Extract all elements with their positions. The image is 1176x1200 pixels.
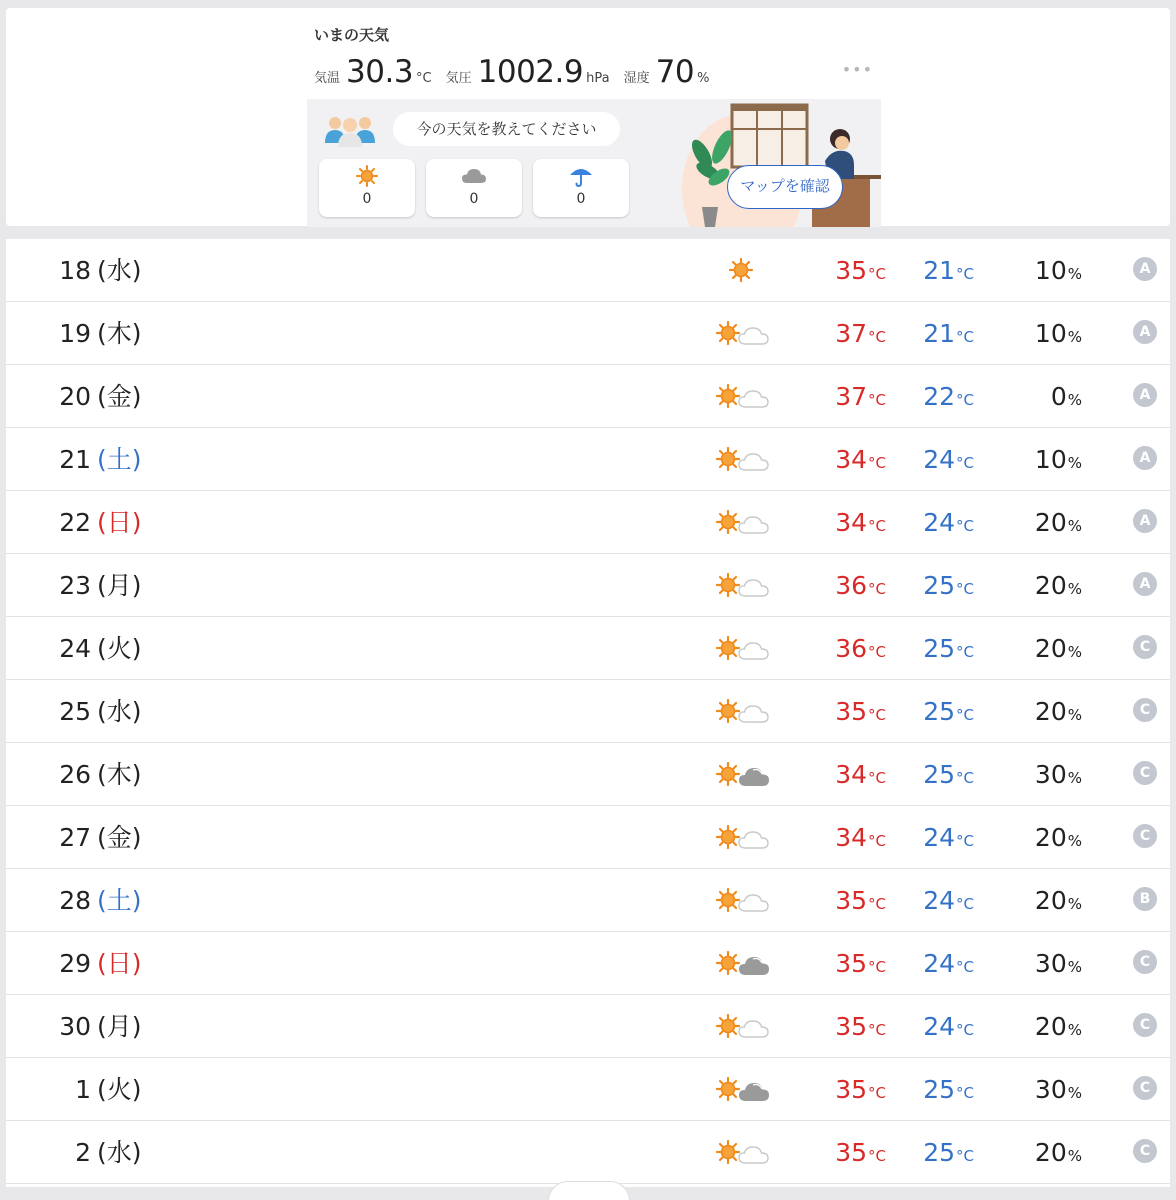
weekday-label: (日) — [97, 508, 142, 537]
weekday-label: (月) — [97, 1012, 142, 1041]
reliability-badge: A — [1133, 257, 1157, 281]
umbrella-icon — [569, 164, 593, 188]
forecast-row[interactable] — [6, 806, 1170, 869]
reliability-badge: C — [1133, 950, 1157, 974]
forecast-date — [55, 1058, 142, 1121]
current-weather-title: いまの天気 — [314, 26, 390, 44]
low-temp — [894, 428, 974, 491]
high-temp-unit: °C — [868, 517, 886, 535]
weekday-label: (日) — [97, 949, 142, 978]
high-temp-value: 34 — [835, 508, 868, 537]
forecast-date — [55, 680, 142, 743]
humidity-label: 湿度 — [623, 71, 650, 86]
pop-unit: % — [1067, 391, 1082, 409]
reliability-badge: A — [1133, 446, 1157, 470]
forecast-date — [55, 239, 142, 302]
low-temp — [894, 1121, 974, 1184]
high-temp-unit: °C — [868, 580, 886, 598]
forecast-row[interactable] — [6, 869, 1170, 932]
reliability-badge: A — [1133, 509, 1157, 533]
sun-cloud-icon — [712, 1011, 772, 1041]
precipitation-probability — [996, 302, 1082, 365]
forecast-row[interactable] — [6, 302, 1170, 365]
sun-cloud-icon — [712, 633, 772, 663]
low-temp-unit: °C — [956, 706, 974, 724]
forecast-date — [55, 302, 142, 365]
day-number: 29 — [59, 949, 91, 978]
high-temp — [806, 239, 886, 302]
current-stats — [314, 54, 723, 90]
low-temp-value: 21 — [923, 256, 956, 285]
reliability-badge: B — [1133, 887, 1157, 911]
forecast-date — [55, 428, 142, 491]
day-number: 28 — [59, 886, 91, 915]
high-temp-value: 34 — [835, 445, 868, 474]
day-number: 18 — [59, 256, 91, 285]
precipitation-probability — [996, 554, 1082, 617]
precipitation-probability — [996, 995, 1082, 1058]
day-number: 19 — [59, 319, 91, 348]
sun-cloud-icon — [712, 1137, 772, 1167]
sun-cloud-icon — [712, 885, 772, 915]
high-temp — [806, 365, 886, 428]
pop-value: 20 — [1034, 1012, 1067, 1041]
precipitation-probability — [996, 743, 1082, 806]
high-temp-value: 35 — [835, 1012, 868, 1041]
forecast-row[interactable] — [6, 680, 1170, 743]
pop-unit: % — [1067, 1021, 1082, 1039]
sun-cloud-icon — [712, 444, 772, 474]
forecast-row[interactable] — [6, 428, 1170, 491]
day-number: 25 — [59, 697, 91, 726]
forecast-date — [55, 491, 142, 554]
pop-unit: % — [1067, 832, 1082, 850]
weekday-label: (月) — [97, 571, 142, 600]
forecast-date — [55, 869, 142, 932]
pop-unit: % — [1067, 454, 1082, 472]
low-temp — [894, 491, 974, 554]
current-weather-card — [6, 8, 1170, 226]
low-temp-unit: °C — [956, 517, 974, 535]
low-temp — [894, 932, 974, 995]
precipitation-probability — [996, 806, 1082, 869]
sun-dark-cloud-icon — [712, 759, 772, 789]
pop-unit: % — [1067, 958, 1082, 976]
sun-cloud-icon — [712, 696, 772, 726]
high-temp — [806, 680, 886, 743]
pop-value: 30 — [1034, 949, 1067, 978]
low-temp — [894, 239, 974, 302]
high-temp-value: 37 — [835, 382, 868, 411]
pressure-unit: hPa — [586, 71, 610, 86]
low-temp-unit: °C — [956, 1084, 974, 1102]
forecast-date — [55, 743, 142, 806]
weekday-label: (金) — [97, 823, 142, 852]
low-temp-value: 25 — [923, 1138, 956, 1167]
low-temp-unit: °C — [956, 895, 974, 913]
low-temp — [894, 365, 974, 428]
forecast-date — [55, 1121, 142, 1184]
low-temp-value: 24 — [923, 886, 956, 915]
sun-icon — [712, 255, 772, 285]
low-temp — [894, 806, 974, 869]
low-temp-value: 25 — [923, 760, 956, 789]
report-prompt-bubble: 今の天気を教えてください — [393, 112, 620, 146]
vote-cloudy-count: 0 — [469, 191, 479, 207]
low-temp-unit: °C — [956, 265, 974, 283]
temperature-unit: °C — [416, 71, 432, 86]
high-temp-unit: °C — [868, 895, 886, 913]
reliability-badge: C — [1133, 761, 1157, 785]
precipitation-probability — [996, 680, 1082, 743]
weekday-label: (水) — [97, 256, 142, 285]
pop-value: 20 — [1034, 508, 1067, 537]
pop-unit: % — [1067, 706, 1082, 724]
sun-cloud-icon — [712, 570, 772, 600]
precipitation-probability — [996, 428, 1082, 491]
precipitation-probability — [996, 617, 1082, 680]
weekday-label: (水) — [97, 697, 142, 726]
low-temp-unit: °C — [956, 643, 974, 661]
low-temp-value: 25 — [923, 571, 956, 600]
high-temp-value: 35 — [835, 949, 868, 978]
pop-value: 10 — [1034, 256, 1067, 285]
weekday-label: (水) — [97, 1138, 142, 1167]
pop-value: 30 — [1034, 1075, 1067, 1104]
pressure-value: 1002.9 — [477, 54, 584, 90]
low-temp — [894, 680, 974, 743]
reliability-badge: C — [1133, 635, 1157, 659]
forecast-row[interactable] — [6, 743, 1170, 806]
high-temp-unit: °C — [868, 1147, 886, 1165]
high-temp — [806, 869, 886, 932]
pop-value: 20 — [1034, 886, 1067, 915]
low-temp-unit: °C — [956, 832, 974, 850]
high-temp-value: 35 — [835, 1138, 868, 1167]
low-temp-unit: °C — [956, 454, 974, 472]
pop-unit: % — [1067, 895, 1082, 913]
high-temp-value: 35 — [835, 697, 868, 726]
low-temp — [894, 1058, 974, 1121]
high-temp-value: 36 — [835, 571, 868, 600]
pop-unit: % — [1067, 328, 1082, 346]
forecast-row[interactable] — [6, 995, 1170, 1058]
humidity-value: 70 — [655, 54, 695, 90]
day-number: 1 — [75, 1075, 91, 1104]
weather-report-box — [307, 99, 881, 227]
high-temp — [806, 302, 886, 365]
precipitation-probability — [996, 1121, 1082, 1184]
high-temp-unit: °C — [868, 1021, 886, 1039]
weekday-label: (木) — [97, 760, 142, 789]
map-button[interactable]: マップを確認 — [727, 165, 843, 209]
high-temp-unit: °C — [868, 391, 886, 409]
day-number: 27 — [59, 823, 91, 852]
forecast-row[interactable] — [6, 239, 1170, 302]
high-temp — [806, 554, 886, 617]
forecast-row[interactable] — [6, 617, 1170, 680]
day-number: 21 — [59, 445, 91, 474]
pressure-label: 気圧 — [445, 71, 472, 86]
low-temp-value: 25 — [923, 1075, 956, 1104]
pop-value: 20 — [1034, 823, 1067, 852]
weekday-label: (金) — [97, 382, 142, 411]
low-temp-unit: °C — [956, 1147, 974, 1165]
high-temp-unit: °C — [868, 454, 886, 472]
low-temp-unit: °C — [956, 391, 974, 409]
people-icon — [323, 113, 377, 147]
low-temp-value: 25 — [923, 697, 956, 726]
reliability-badge: A — [1133, 572, 1157, 596]
high-temp-unit: °C — [868, 769, 886, 787]
humidity-unit: % — [697, 71, 710, 86]
day-number: 20 — [59, 382, 91, 411]
low-temp — [894, 743, 974, 806]
precipitation-probability — [996, 1058, 1082, 1121]
forecast-date — [55, 617, 142, 680]
vote-cloudy-button[interactable] — [426, 159, 522, 217]
forecast-date — [55, 365, 142, 428]
high-temp-unit: °C — [868, 958, 886, 976]
low-temp-value: 22 — [923, 382, 956, 411]
current-weather-panel — [306, 8, 881, 226]
high-temp — [806, 491, 886, 554]
forecast-row[interactable] — [6, 554, 1170, 617]
low-temp-unit: °C — [956, 769, 974, 787]
high-temp-unit: °C — [868, 832, 886, 850]
temperature-label: 気温 — [314, 71, 341, 86]
more-options-icon[interactable]: ••• — [841, 60, 873, 79]
reliability-badge: C — [1133, 1076, 1157, 1100]
low-temp-unit: °C — [956, 580, 974, 598]
precipitation-probability — [996, 491, 1082, 554]
precipitation-probability — [996, 365, 1082, 428]
high-temp — [806, 995, 886, 1058]
pop-value: 20 — [1034, 1138, 1067, 1167]
high-temp-unit: °C — [868, 1084, 886, 1102]
scroll-handle[interactable] — [548, 1181, 630, 1200]
vote-rainy-button[interactable] — [533, 159, 629, 217]
reliability-badge: C — [1133, 698, 1157, 722]
forecast-row[interactable] — [6, 932, 1170, 995]
low-temp-unit: °C — [956, 1021, 974, 1039]
pop-unit: % — [1067, 769, 1082, 787]
pop-value: 20 — [1034, 571, 1067, 600]
sun-icon — [356, 165, 378, 187]
sun-cloud-icon — [712, 507, 772, 537]
forecast-row[interactable] — [6, 1058, 1170, 1121]
day-number: 30 — [59, 1012, 91, 1041]
pop-value: 20 — [1034, 634, 1067, 663]
pop-unit: % — [1067, 1147, 1082, 1165]
forecast-date — [55, 932, 142, 995]
pop-unit: % — [1067, 1084, 1082, 1102]
pop-value: 0 — [1050, 382, 1067, 411]
reliability-badge: C — [1133, 824, 1157, 848]
vote-sunny-button[interactable] — [319, 159, 415, 217]
sun-cloud-icon — [712, 822, 772, 852]
weekday-label: (土) — [97, 886, 142, 915]
high-temp-value: 35 — [835, 1075, 868, 1104]
forecast-date — [55, 554, 142, 617]
low-temp-value: 24 — [923, 823, 956, 852]
temperature-value: 30.3 — [346, 54, 414, 90]
forecast-list — [6, 239, 1170, 1187]
forecast-date — [55, 806, 142, 869]
weekday-label: (火) — [97, 634, 142, 663]
low-temp — [894, 617, 974, 680]
forecast-row[interactable] — [6, 491, 1170, 554]
weekday-label: (土) — [97, 445, 142, 474]
vote-rainy-count: 0 — [576, 191, 586, 207]
sun-cloud-icon — [712, 318, 772, 348]
reliability-badge: A — [1133, 383, 1157, 407]
low-temp-unit: °C — [956, 958, 974, 976]
pop-value: 10 — [1034, 319, 1067, 348]
low-temp — [894, 869, 974, 932]
high-temp-value: 36 — [835, 634, 868, 663]
precipitation-probability — [996, 932, 1082, 995]
high-temp — [806, 617, 886, 680]
high-temp-value: 37 — [835, 319, 868, 348]
low-temp-value: 24 — [923, 1012, 956, 1041]
low-temp — [894, 554, 974, 617]
low-temp-value: 24 — [923, 949, 956, 978]
day-number: 22 — [59, 508, 91, 537]
day-number: 26 — [59, 760, 91, 789]
high-temp — [806, 428, 886, 491]
low-temp-value: 24 — [923, 508, 956, 537]
reliability-badge: A — [1133, 320, 1157, 344]
weekday-label: (火) — [97, 1075, 142, 1104]
high-temp-unit: °C — [868, 265, 886, 283]
high-temp — [806, 1121, 886, 1184]
cloud-icon — [461, 167, 487, 185]
low-temp-unit: °C — [956, 328, 974, 346]
low-temp-value: 21 — [923, 319, 956, 348]
pop-value: 30 — [1034, 760, 1067, 789]
high-temp — [806, 932, 886, 995]
high-temp-value: 35 — [835, 886, 868, 915]
reliability-badge: C — [1133, 1139, 1157, 1163]
low-temp-value: 24 — [923, 445, 956, 474]
forecast-row[interactable] — [6, 365, 1170, 428]
pop-unit: % — [1067, 580, 1082, 598]
high-temp-value: 34 — [835, 760, 868, 789]
pop-unit: % — [1067, 265, 1082, 283]
high-temp-value: 35 — [835, 256, 868, 285]
forecast-row[interactable] — [6, 1121, 1170, 1184]
pop-unit: % — [1067, 517, 1082, 535]
vote-sunny-count: 0 — [362, 191, 372, 207]
high-temp — [806, 1058, 886, 1121]
forecast-date — [55, 995, 142, 1058]
day-number: 23 — [59, 571, 91, 600]
low-temp — [894, 302, 974, 365]
precipitation-probability — [996, 239, 1082, 302]
precipitation-probability — [996, 869, 1082, 932]
pop-value: 20 — [1034, 697, 1067, 726]
weekday-label: (木) — [97, 319, 142, 348]
high-temp-value: 34 — [835, 823, 868, 852]
sun-cloud-icon — [712, 381, 772, 411]
high-temp-unit: °C — [868, 706, 886, 724]
sun-dark-cloud-icon — [712, 1074, 772, 1104]
reliability-badge: C — [1133, 1013, 1157, 1037]
day-number: 24 — [59, 634, 91, 663]
high-temp-unit: °C — [868, 328, 886, 346]
sun-dark-cloud-icon — [712, 948, 772, 978]
high-temp-unit: °C — [868, 643, 886, 661]
pop-value: 10 — [1034, 445, 1067, 474]
high-temp — [806, 806, 886, 869]
low-temp-value: 25 — [923, 634, 956, 663]
day-number: 2 — [75, 1138, 91, 1167]
pop-unit: % — [1067, 643, 1082, 661]
high-temp — [806, 743, 886, 806]
low-temp — [894, 995, 974, 1058]
